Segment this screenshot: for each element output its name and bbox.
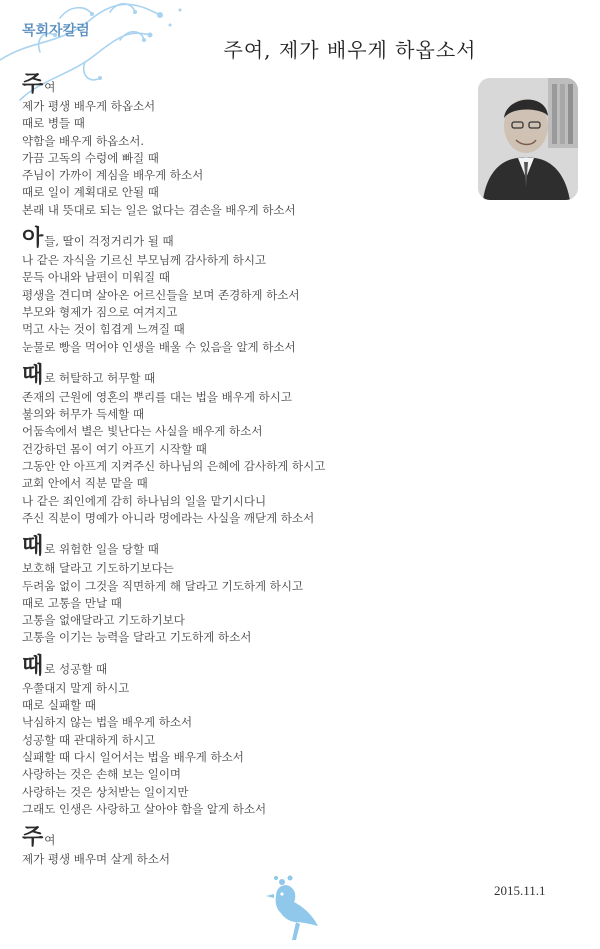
poem-stanza	[22, 74, 482, 219]
author-photo	[478, 78, 578, 200]
stanza-first-line	[22, 362, 482, 389]
poem-line: 때로 일이 계획대로 안될 때	[22, 185, 159, 200]
poem-line: 고통을 없애달라고 기도하기보다	[22, 613, 185, 628]
stanza-first-line	[22, 653, 482, 680]
stanza-first-text: 로 위험한 일을 당할 때	[44, 542, 159, 557]
column-tag: 목회자칼럼	[22, 23, 90, 39]
poem-line: 때로 실패할 때	[22, 698, 96, 713]
poem-line: 사랑하는 것은 상처받는 일이지만	[22, 784, 189, 799]
stanza-first-text: 로 성공할 때	[44, 661, 108, 676]
stanza-first-text: 들, 딸이 걱정거리가 될 때	[44, 234, 174, 249]
poem-line: 불의와 허무가 득세할 때	[22, 407, 145, 422]
poem-line: 어둠속에서 별은 빛난다는 사실을 배우게 하소서	[22, 424, 263, 439]
stanza-first-text: 여	[44, 80, 56, 94]
poem-stanza	[22, 228, 482, 356]
poem-stanza	[22, 536, 482, 646]
poem-line: 가끔 고독의 수렁에 빠질 때	[22, 150, 159, 165]
stanza-initial: 때	[22, 362, 44, 388]
poem-line: 제가 평생 배우게 하옵소서	[22, 99, 156, 113]
poem-line: 제가 평생 배우며 살게 하소서	[22, 852, 170, 867]
poem-line: 사랑하는 것은 손해 보는 일이며	[22, 767, 182, 782]
stanza-initial: 주	[22, 825, 44, 851]
stanza-first-text: 여	[44, 833, 56, 848]
poem-line: 두려움 없이 그것을 직면하게 해 달라고 기도하게 하시고	[22, 578, 304, 593]
stanza-first-line	[22, 536, 482, 560]
stanza-first-line	[22, 228, 482, 252]
poem-line: 본래 내 뜻대로 되는 일은 없다는 겸손을 배우게 하소서	[22, 202, 296, 217]
stanza-initial: 아	[22, 226, 44, 252]
stanza-first-line	[22, 827, 482, 851]
poem-line: 눈물로 빵을 먹어야 인생을 배울 수 있음을 알게 하소서	[22, 339, 296, 354]
publish-date: 2015.11.1	[494, 883, 546, 898]
stanza-first-line	[22, 74, 482, 98]
bird-ornament	[262, 874, 332, 944]
poem-line: 약함을 배우게 하옵소서.	[22, 133, 145, 148]
poem-line: 교회 안에서 직분 맡을 때	[22, 476, 148, 491]
poem-line: 그래도 인생은 사랑하고 살아야 함을 알게 하소서	[22, 801, 267, 816]
poem-line: 성공할 때 관대하게 하시고	[22, 732, 156, 747]
poem-line: 때로 고통을 만날 때	[22, 595, 122, 610]
poem-line: 낙심하지 않는 법을 배우게 하소서	[22, 715, 193, 730]
poem-line: 나 같은 자식을 기르신 부모님께 감사하게 하시고	[22, 253, 267, 268]
poem-line: 우쭐대지 말게 하시고	[22, 680, 130, 695]
poem-line: 주신 직분이 명예가 아니라 멍에라는 사실을 깨닫게 하소서	[22, 510, 315, 525]
poem-stanza	[22, 362, 482, 527]
poem-stanza	[22, 653, 482, 818]
stanza-initial: 주	[22, 72, 44, 97]
poem-line: 부모와 형제가 짐으로 여겨지고	[22, 304, 178, 319]
poem-line: 주님이 가까이 계심을 배우게 하소서	[22, 168, 204, 183]
poem-line: 존재의 근원에 영혼의 뿌리를 대는 법을 배우게 하시고	[22, 389, 292, 404]
poem-stanza	[22, 827, 482, 868]
page-title: 주여, 제가 배우게 하옵소서	[223, 38, 477, 62]
stanza-initial: 때	[22, 534, 44, 560]
poem-line: 때로 병들 때	[22, 116, 85, 131]
poem-line: 실패할 때 다시 일어서는 법을 배우게 하소서	[22, 749, 244, 764]
stanza-first-text: 로 허탈하고 허무할 때	[44, 370, 156, 385]
stanza-initial: 때	[22, 653, 44, 679]
poem-line: 나 같은 죄인에게 감히 하나님의 일을 맡기시다니	[22, 493, 267, 508]
poem-line: 그동안 안 아프게 지켜주신 하나님의 은혜에 감사하게 하시고	[22, 459, 326, 474]
poem-line: 문득 아내와 남편이 미워질 때	[22, 270, 170, 285]
poem-line: 보호해 달라고 기도하기보다는	[22, 561, 174, 576]
poem-body	[22, 74, 482, 877]
poem-line: 먹고 사는 것이 힘겹게 느껴질 때	[22, 322, 185, 337]
poem-line: 고통을 이기는 능력을 달라고 기도하게 하소서	[22, 630, 252, 645]
poem-line: 건강하던 몸이 여기 아프기 시작할 때	[22, 441, 207, 456]
poem-line: 평생을 견디며 살아온 어르신들을 보며 존경하게 하소서	[22, 287, 300, 302]
